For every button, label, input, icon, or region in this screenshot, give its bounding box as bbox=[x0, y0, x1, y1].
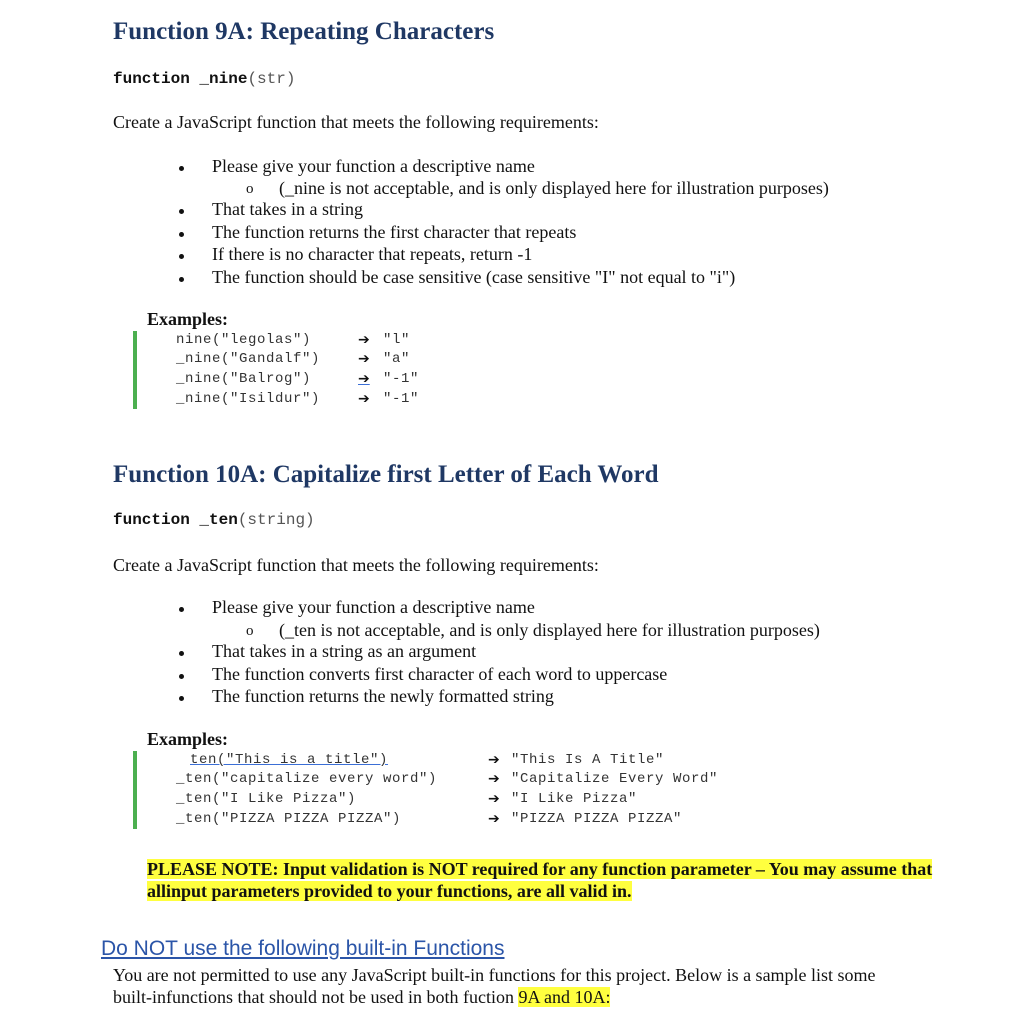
arrow-icon: ➔ bbox=[358, 332, 370, 348]
sub-list-item: (_ten is not acceptable, and is only displayed here for illustration purposes) bbox=[279, 620, 820, 640]
list-item: Please give your function a descriptive name bbox=[212, 597, 535, 617]
arrow-icon: ➔ bbox=[358, 371, 370, 387]
arrow-icon: ➔ bbox=[488, 752, 500, 768]
section-9a-examples-title: Examples: bbox=[147, 309, 228, 329]
example-result: "-1" bbox=[383, 391, 420, 407]
example-result: "l" bbox=[383, 332, 411, 348]
example-result: "-1" bbox=[383, 371, 420, 387]
bullet-dot bbox=[179, 232, 184, 237]
function-keyword: function bbox=[113, 70, 190, 88]
example-result: "Capitalize Every Word" bbox=[511, 771, 719, 787]
arrow-icon: ➔ bbox=[358, 351, 370, 367]
bullet-dot bbox=[179, 277, 184, 282]
section-10a-heading: Function 10A: Capitalize first Letter of Each Word bbox=[113, 461, 659, 488]
example-call: nine("legolas") bbox=[176, 332, 312, 348]
section-9a-heading: Function 9A: Repeating Characters bbox=[113, 18, 495, 45]
arrow-icon: ➔ bbox=[358, 391, 370, 407]
function-name: _nine bbox=[199, 70, 248, 88]
arrow-icon: ➔ bbox=[488, 811, 500, 827]
example-result: "I Like Pizza" bbox=[511, 791, 638, 807]
builtins-text-line-1: You are not permitted to use any JavaScript built-in functions for this project. Below is a sample list some bbox=[113, 965, 876, 985]
example-result: "a" bbox=[383, 351, 411, 367]
list-item: The function converts first character of each word to uppercase bbox=[212, 664, 668, 684]
list-item: The function should be case sensitive (case sensitive "I" not equal to "i") bbox=[212, 267, 736, 287]
bullet-dot bbox=[179, 696, 184, 701]
example-call: _nine("Gandalf") bbox=[176, 351, 321, 367]
examples-accent-bar bbox=[133, 751, 137, 829]
section-9a-signature bbox=[113, 70, 295, 88]
examples-accent-bar bbox=[133, 331, 137, 409]
bullet-dot bbox=[179, 674, 184, 679]
arrow-icon: ➔ bbox=[488, 771, 500, 787]
example-call: ten("This is a title") bbox=[190, 752, 389, 768]
sub-bullet-marker: o bbox=[246, 181, 254, 197]
sub-list-item: (_nine is not acceptable, and is only displayed here for illustration purposes) bbox=[279, 178, 829, 198]
example-call: _ten("capitalize every word") bbox=[176, 771, 438, 787]
section-10a-examples-title: Examples: bbox=[147, 729, 228, 749]
arrow-icon: ➔ bbox=[488, 791, 500, 807]
bullet-dot bbox=[179, 607, 184, 612]
list-item: Please give your function a descriptive name bbox=[212, 156, 535, 176]
function-keyword: function bbox=[113, 511, 190, 529]
bullet-dot bbox=[179, 651, 184, 656]
section-9a-intro: Create a JavaScript function that meets the following requirements: bbox=[113, 112, 599, 132]
bullet-dot bbox=[179, 254, 184, 259]
builtins-heading: Do NOT use the following built-in Functions bbox=[101, 937, 505, 960]
list-item: That takes in a string as an argument bbox=[212, 641, 477, 661]
example-call: _ten("PIZZA PIZZA PIZZA") bbox=[176, 811, 402, 827]
section-10a-intro: Create a JavaScript function that meets the following requirements: bbox=[113, 555, 599, 575]
builtins-highlight: 9A and 10A: bbox=[518, 987, 611, 1007]
note-line-2: allinput parameters provided to your functions, are all valid in. bbox=[147, 881, 632, 901]
function-name: _ten bbox=[199, 511, 238, 529]
function-args: (string) bbox=[237, 511, 315, 529]
example-result: "This Is A Title" bbox=[511, 752, 665, 768]
example-result: "PIZZA PIZZA PIZZA" bbox=[511, 811, 683, 827]
sub-bullet-marker: o bbox=[246, 623, 254, 639]
please-note bbox=[147, 858, 932, 902]
builtins-text-prefix: built-infunctions that should not be used in both fuction bbox=[113, 987, 519, 1007]
example-call: _ten("I Like Pizza") bbox=[176, 791, 357, 807]
section-10a-signature bbox=[113, 511, 315, 529]
bullet-dot bbox=[179, 166, 184, 171]
note-line-1: PLEASE NOTE: Input validation is NOT required for any function parameter – You may assume that bbox=[147, 859, 933, 879]
list-item: If there is no character that repeats, return -1 bbox=[212, 244, 533, 264]
list-item: The function returns the first character that repeats bbox=[212, 222, 577, 242]
example-call: _nine("Isildur") bbox=[176, 391, 321, 407]
example-call: _nine("Balrog") bbox=[176, 371, 312, 387]
list-item: The function returns the newly formatted string bbox=[212, 686, 554, 706]
bullet-dot bbox=[179, 209, 184, 214]
list-item: That takes in a string bbox=[212, 199, 363, 219]
function-args: (str) bbox=[247, 70, 296, 88]
builtins-text-line-2 bbox=[113, 987, 610, 1008]
